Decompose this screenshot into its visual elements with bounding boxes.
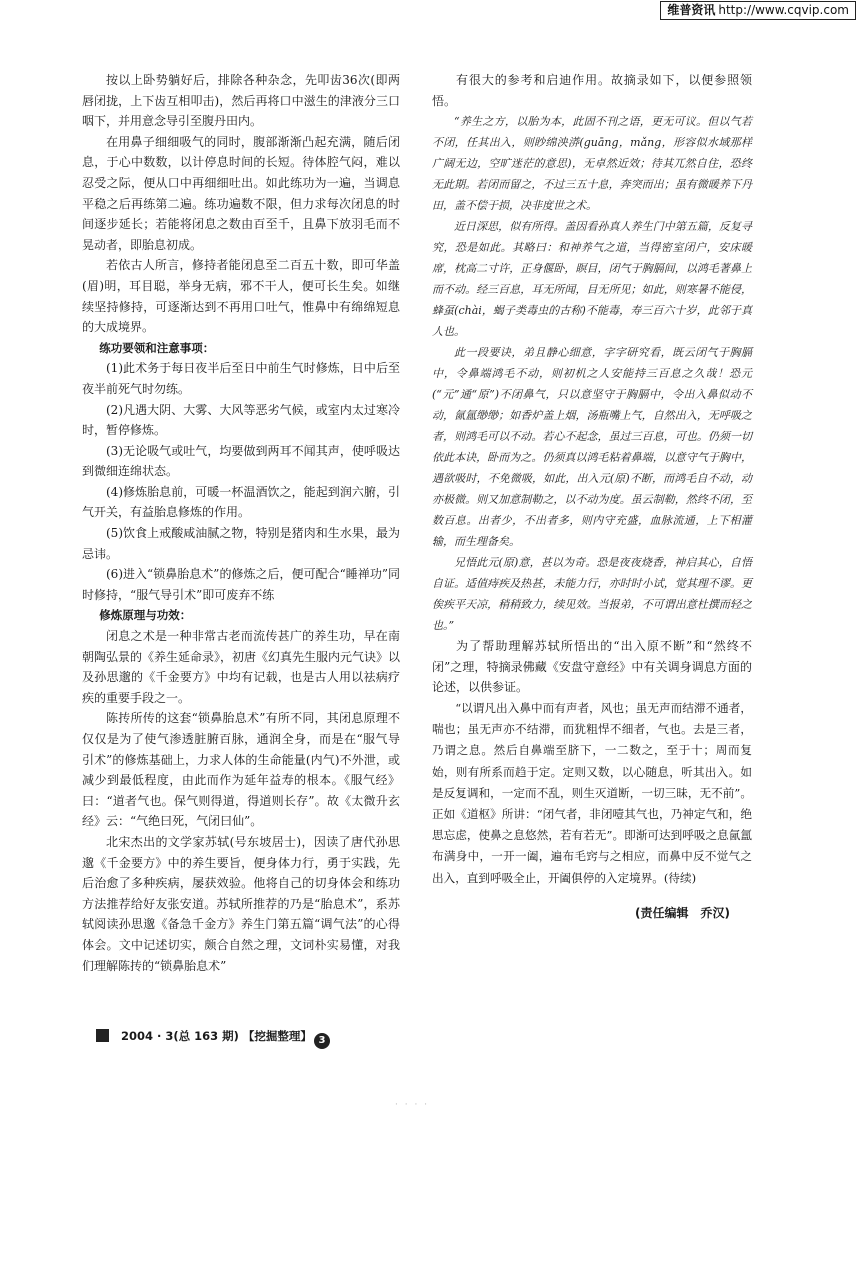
source-watermark [660, 1, 856, 20]
left-paragraph: 闭息之术是一种非常古老而流传甚广的养生功，早在南朝陶弘景的《养生延命录》，初唐《幻真先生服内元气诀》以及孙思邈的《千金要方》中均有记载，也是古人用以祛病疗疾的重要手段之一。 [82, 629, 401, 705]
right-editor-credit: (责任编辑 乔汉) [635, 905, 730, 920]
left-paragraph: 按以上卧势躺好后，排除各种杂念，先叩齿36次(即两唇闭拢，上下齿互相叩击)，然后再将口中滋生的津液分三口咽下，并用意念导引至腹丹田内。 [82, 73, 400, 129]
left-paragraph: (4)修炼胎息前，可暖一杯温酒饮之，能起到润六腑，引气开关，有益胎息修炼的作用。 [82, 484, 400, 520]
left-paragraph: 在用鼻子细细吸气的同时，腹部渐渐凸起充满，随后闭息，于心中数数，以计停息时间的长短。待体腔气闷，难以忍受之际，便从口中再细细吐出。如此练功为一遍，当调息平稳之后再练第二遍。练功遍数不限，但力求每次闭息的时间逐步延长；若能将闭息之数由百至千，且鼻下放羽毛而不晃动者，即胎息初成。 [82, 134, 400, 252]
right-paragraph: 有很大的参考和启迪作用。故摘录如下，以便参照领悟。 [432, 73, 752, 108]
right-paragraph: “以谓凡出入鼻中而有声者，风也；虽无声而结滞不通者，喘也；虽无声亦不结滞，而犹粗悍不细者，气也。去是三者，乃谓之息。然后自鼻端至脐下，一二数之，至于十；周而复始，则有所系而趋于定。定则又数，以心随息，听其出入。如是反复调和，一定而不乱，则生灭道断，一切三昧，无不前”。正如《道枢》所讲：“闭气者，非闭噎其气也，乃神定气和，绝思忘虑，使鼻之息悠然，若有若无”。即渐可达到呼吸之息氤氲布满身中，一开一阖，遍布毛窍与之相应，而鼻中反不觉气之出入，直到呼吸全止，开阖俱停的入定境界。(待续) [432, 700, 752, 885]
right-paragraph: 此一段要诀，弟且静心细意，字字研究看，既云闭气于胸膈中，令鼻端鸿毛不动，则初机之人安能持三百息之久哉！恐元(“元”通“原”)不闭鼻气，只以意坚守于胸膈中，令出入鼻似动不动，氤氲缈缈；如香炉盖上烟，汤瓶嘴上气，自然出入，无呼吸之者，则鸿毛可以不动。若心不起念，虽过三百息，可也。仍须一切依此本诀，卧而为之。仍须真以鸿毛粘着鼻端，以意守气于胸中，遇欲吸时，不免微吸，如此，出入元(原)不断，而鸿毛自不动，动亦极微。则又加意制勒之，以不动为度。虽云制勒，然终不闭，至数百息。出者少，不出者多，则内守充盛，血脉流通，上下相灌输，而生理备矣。 [432, 346, 752, 549]
left-paragraph: (1)此术务于每日夜半后至日中前生气时修炼，日中后至夜半前死气时勿练。 [82, 361, 400, 396]
right-paragraph: “养生之方，以胎为本，此固不刊之语，更无可议。但以气若不闭，任其出入，则眇绵泱漭(guāng，mǎng，形容似水域那样广阔无边，空旷迷茫的意思)，无卓然近效；待其兀然自住，恐终无此期。若闭而留之，不过三五十息，奔突而出；虽有微暖养下丹田，盖不偿于损，决非度世之术。 [432, 115, 752, 213]
watermark-brand: 维普资讯 [667, 3, 716, 17]
left-paragraph: (6)进入“锁鼻胎息术”的修炼之后，便可配合“睡禅功”同时修持，“服气导引术”即可废弃不练 [82, 567, 400, 602]
right-paragraph: 为了帮助理解苏轼所悟出的“出入原不断”和“然终不闭”之理，特摘录佛藏《安盘守意经》中有关调身调息方面的论述，以供参证。 [432, 639, 752, 695]
left-section-heading: 练功要领和注意事项： [99, 340, 215, 355]
left-section-heading: 修炼原理与功效： [99, 608, 192, 623]
page-footer [96, 1028, 330, 1049]
left-text-column [82, 70, 400, 976]
left-paragraph: 北宋杰出的文学家苏轼(号东坡居士)，因读了唐代孙思邈《千金要方》中的养生要旨，便身体力行，勇于实践，先后治愈了多种疾病，屡获效验。他将自己的切身体会和练功方法推荐给好友张安道。苏轼所推荐的乃是“胎息术”，系苏轼阅读孙思邈《备急千金方》养生门第五篇“调气法”的心得体会。文中记述切实，颇合自然之理，文词朴实易懂，对我们理解陈抟的“锁鼻胎息术” [82, 834, 400, 973]
square-icon [96, 1029, 109, 1042]
left-paragraph: 陈抟所传的这套“锁鼻胎息术”有所不同，其闭息原理不仅仅是为了使气渗透脏腑百脉，通润全身，而是在“服气导引术”的修炼基础上，力求人体的生命能量(内气)不外泄，或减少到最低程度，由此而作为延年益寿的根本。《服气经》曰：“道者气也。保气则得道，得道则长存”。故《太微升玄经》云：“气绝曰死，气闭曰仙”。 [82, 711, 400, 829]
right-paragraph: 兄悟此元(原)意，甚以为奇。恐是夜夜烧香，神启其心，自悟自证。适值痔疾及热甚，未能力行，亦时时小试，觉其理不谬。更俟疾平天凉，稍稍致力，续见效。当报弟，不可谓出意杜撰而轻之也。” [432, 556, 752, 633]
issue-info: 2004 · 3(总 163 期) 【挖掘整理】 [121, 1029, 312, 1043]
left-paragraph: 若依古人所言，修持者能闭息至二百五十数，即可华盖(眉)明，耳目聪，举身无病，邪不干人，便可长生矣。如继续坚持修持，可逐渐达到不再用口吐气，惟鼻中有绵绵短息的大成境界。 [82, 258, 400, 335]
bottom-dots-decoration: · · · · [395, 1100, 430, 1110]
watermark-url: http://www.cqvip.com [718, 3, 849, 17]
right-paragraph: 近日深思，似有所得。盖因看孙真人养生门中第五篇，反复寻究，恐是如此。其略曰：和神养气之道，当得密室闭户，安床暖席，枕高二寸许，正身偃卧，瞑目，闭气于胸膈间，以鸿毛著鼻上而不动。经三百息，耳无所闻，目无所见；如此，则寒暑不能侵，蜂虿(chài，蝎子类毒虫的古称)不能毒，寿三百六十岁，此邻于真人也。 [432, 220, 752, 339]
page-number: 3 [314, 1033, 330, 1049]
left-paragraph: (3)无论吸气或吐气，均要做到两耳不闻其声，使呼吸达到微细连绵状态。 [82, 443, 400, 479]
right-text-column [432, 70, 752, 923]
left-paragraph: (5)饮食上戒酸咸油腻之物，特别是猪肉和生水果，最为忌讳。 [82, 526, 400, 561]
left-paragraph: (2)凡遇大阴、大雾、大风等恶劣气候，或室内太过寒冷时，暂停修炼。 [82, 402, 400, 438]
